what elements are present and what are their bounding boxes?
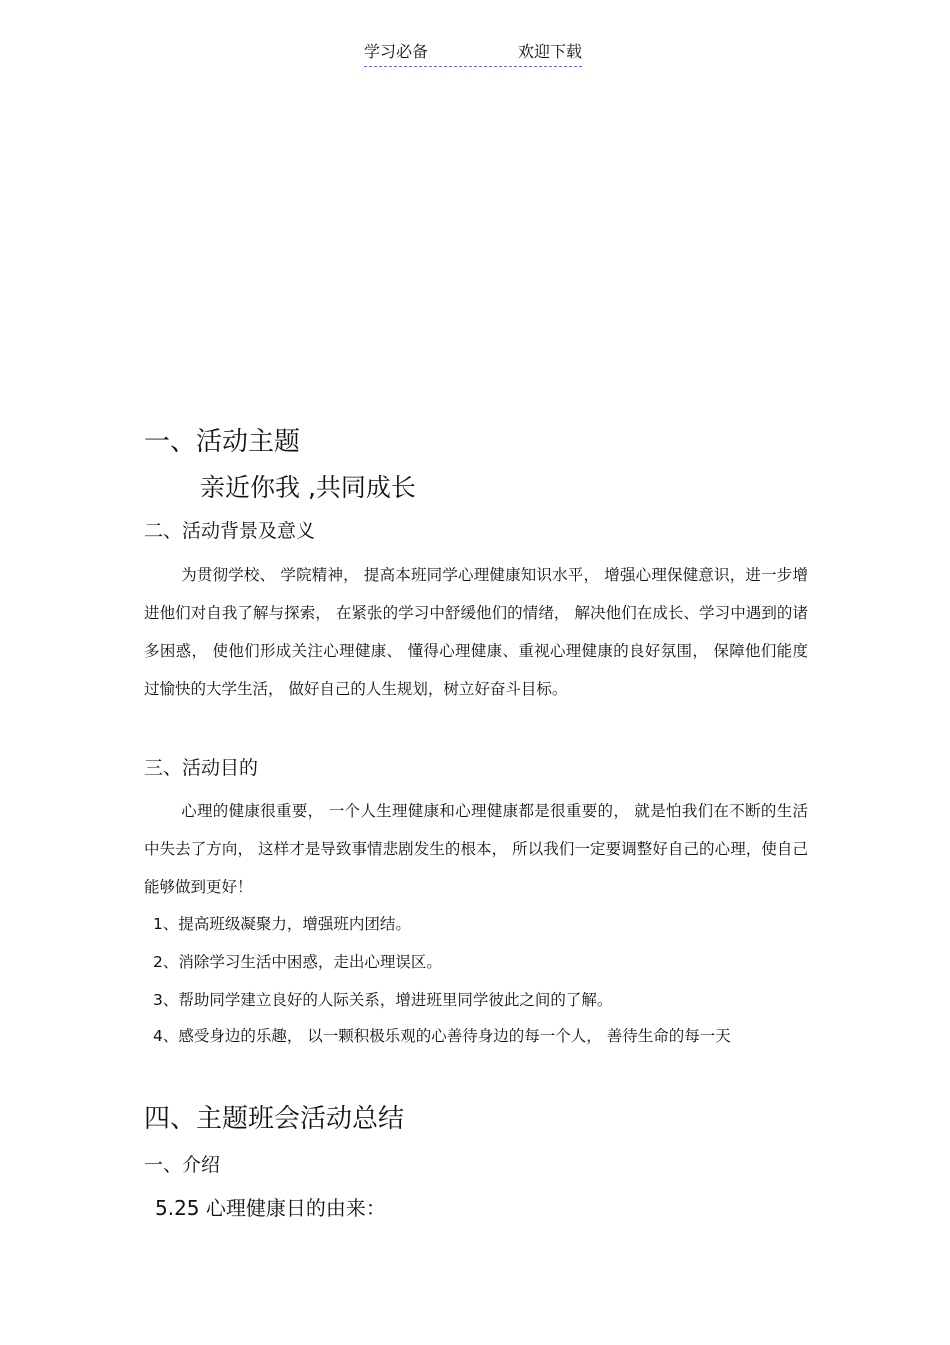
list-item-4: 4、感受身边的乐趣， 以一颗积极乐观的心善待身边的每一个人， 善待生命的每一天 — [153, 1027, 731, 1045]
section-3-paragraph: 心理的健康很重要， 一个人生理健康和心理健康都是很重要的， 就是怕我们在不断的生活中失去了方向， 这样才是导致事情悲剧发生的根本， 所以我们一定要调整好自己的心理，使自己能够做到更好！ — [144, 802, 808, 896]
section-4-heading: 四、主题班会活动总结 — [144, 1104, 405, 1134]
list-item-1: 1、提高班级凝聚力，增强班内团结。 — [153, 915, 411, 933]
section-2-heading: 二、活动背景及意义 — [144, 520, 316, 542]
activity-theme: 亲近你我 ,共同成长 — [200, 473, 416, 502]
header-right-text: 欢迎下载 — [517, 42, 582, 61]
section-4-subheading: 一、介绍 — [144, 1154, 221, 1176]
list-item-3: 3、帮助同学建立良好的人际关系，增进班里同学彼此之间的了解。 — [153, 991, 613, 1009]
section-2-paragraph: 为贯彻学校、 学院精神， 提高本班同学心理健康知识水平， 增强心理保健意识，进一步增进他们对自我了解与探索， 在紧张的学习中舒缓他们的情绪， 解决他们在成长、学习中遇到的诸多困惑， 使他们形成关注心理健康、 懂得心理健康、重视心理健康的良好氛围， 保障他们能度过愉快的大学生活， 做好自己的人生规划，树立好奋斗目标。 — [144, 566, 808, 698]
header-left-text: 学习必备 — [364, 42, 429, 61]
list-item-2: 2、消除学习生活中困惑，走出心理误区。 — [153, 953, 442, 971]
section-3-heading: 三、活动目的 — [144, 757, 259, 779]
page-header — [364, 40, 582, 67]
section-4-intro: 5.25 心理健康日的由来： — [155, 1196, 386, 1220]
section-1-heading: 一、活动主题 — [144, 427, 301, 457]
